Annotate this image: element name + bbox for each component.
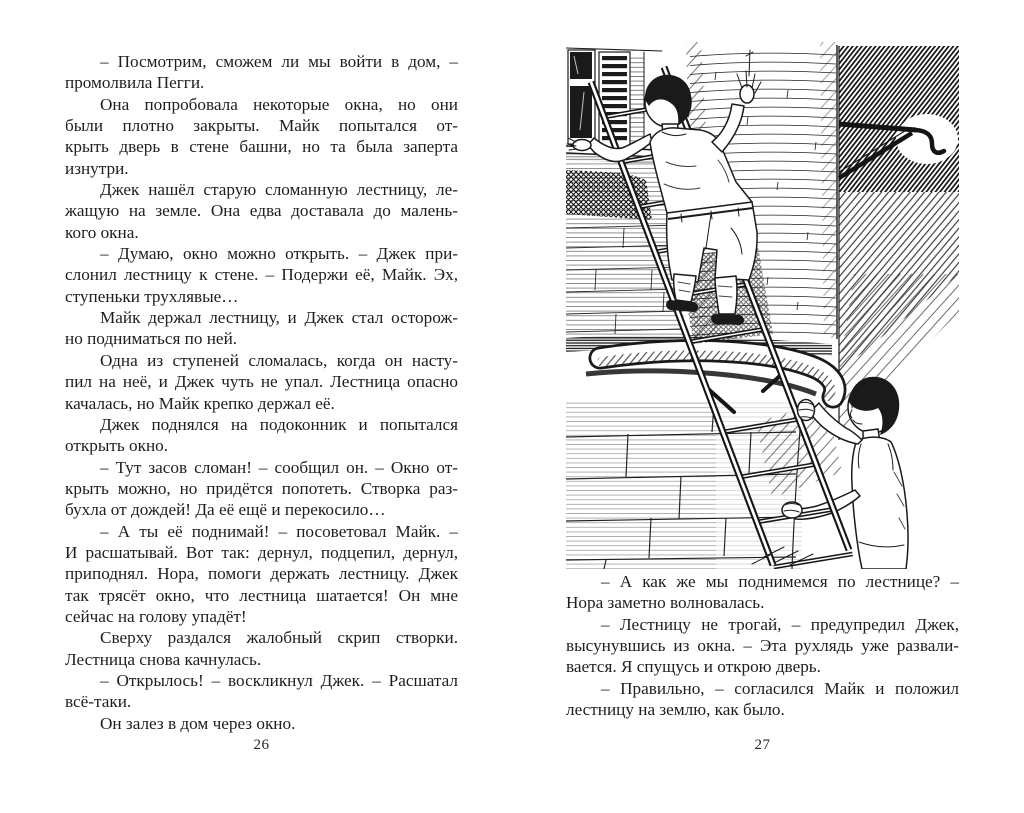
text-line: изнутри. bbox=[65, 158, 129, 178]
text-line: кого окна. bbox=[65, 222, 139, 242]
left-page-text bbox=[65, 51, 458, 734]
text-line: промолвила Пегги. bbox=[65, 73, 205, 93]
text-line: ступеньки трухлявые… bbox=[65, 286, 239, 306]
right-page-number: 27 bbox=[754, 737, 771, 753]
text-line: Одна из ступеней сломалась, когда он насту- bbox=[100, 350, 458, 370]
text-line: Она попробовала некоторые окна, но они bbox=[100, 94, 458, 114]
left-page-number: 26 bbox=[253, 737, 270, 753]
text-line: слонил лестницу к стене. – Подержи её, Майк. Эх, bbox=[65, 265, 458, 285]
text-line: – Думаю, окно можно открыть. – Джек при- bbox=[100, 244, 458, 264]
shadow-wall-right bbox=[839, 46, 959, 440]
text-line: – Посмотрим, сможем ли мы войти в дом, – bbox=[100, 52, 458, 71]
text-line: – А ты её поднимай! – посоветовал Майк. – bbox=[100, 521, 458, 541]
text-line: – Тут засов сломан! – сообщил он. – Окно от- bbox=[100, 457, 458, 477]
text-line: крыть дверь в стене башни, но та была заперта bbox=[65, 137, 458, 157]
text-line: Нора заметно волновалась. bbox=[566, 593, 765, 613]
text-line: высунувшись из окна. – Эта рухлядь уже развали- bbox=[566, 636, 959, 656]
text-line: Джек поднялся на подоконник и попытался bbox=[100, 414, 458, 434]
text-line: пил на неё, и Джек чуть не упал. Лестница опасно bbox=[65, 372, 458, 392]
text-line: жащую на земле. Она едва доставала до малень- bbox=[65, 201, 458, 221]
text-line: сейчас на голову упадёт! bbox=[65, 606, 247, 626]
text-line: – А как же мы поднимемся по лестнице? – bbox=[601, 572, 959, 591]
text-line: – Правильно, – согласился Майк и положил bbox=[601, 678, 959, 698]
right-page-text bbox=[566, 571, 959, 720]
text-line: бухла от дождей! Да её ещё и перекосило… bbox=[65, 500, 386, 520]
text-line: Лестница снова качнулась. bbox=[65, 649, 262, 669]
text-line: И расшатывай. Вот так: дернул, подцепил, дернул, bbox=[65, 542, 458, 562]
text-line: Сверху раздался жалобный скрип створки. bbox=[100, 628, 458, 648]
text-line: лестницу на землю, как было. bbox=[566, 700, 785, 720]
text-line: так трясёт окно, что лестница шатается! Он мне bbox=[65, 585, 458, 605]
text-line: качалась, но Майк крепко держал её. bbox=[65, 393, 335, 413]
text-line: вается. Я спущусь и открою дверь. bbox=[566, 657, 821, 677]
text-line: – Лестницу не трогай, – предупредил Джек, bbox=[601, 614, 959, 634]
text-line: приподнял. Нора, помоги держать лестницу. Джек bbox=[65, 564, 458, 584]
text-line: открыть окно. bbox=[65, 436, 169, 456]
text-line: – Открылось! – воскликнул Джек. – Расшатал bbox=[100, 670, 458, 690]
text-line: но подниматься по ней. bbox=[65, 329, 238, 349]
illustration-ladder-tower bbox=[566, 42, 959, 569]
window-shutter-slats bbox=[599, 52, 630, 148]
text-line: Джек нашёл старую сломанную лестницу, ле- bbox=[100, 180, 458, 200]
text-line: всё-таки. bbox=[65, 692, 132, 712]
text-line: Он залез в дом через окно. bbox=[100, 713, 296, 733]
text-line: Майк держал лестницу, и Джек стал осторож- bbox=[100, 308, 458, 328]
text-line: крыть можно, но придётся попотеть. Створка раз- bbox=[65, 478, 458, 498]
text-line: были плотно закрыты. Майк попытался от- bbox=[65, 116, 458, 136]
